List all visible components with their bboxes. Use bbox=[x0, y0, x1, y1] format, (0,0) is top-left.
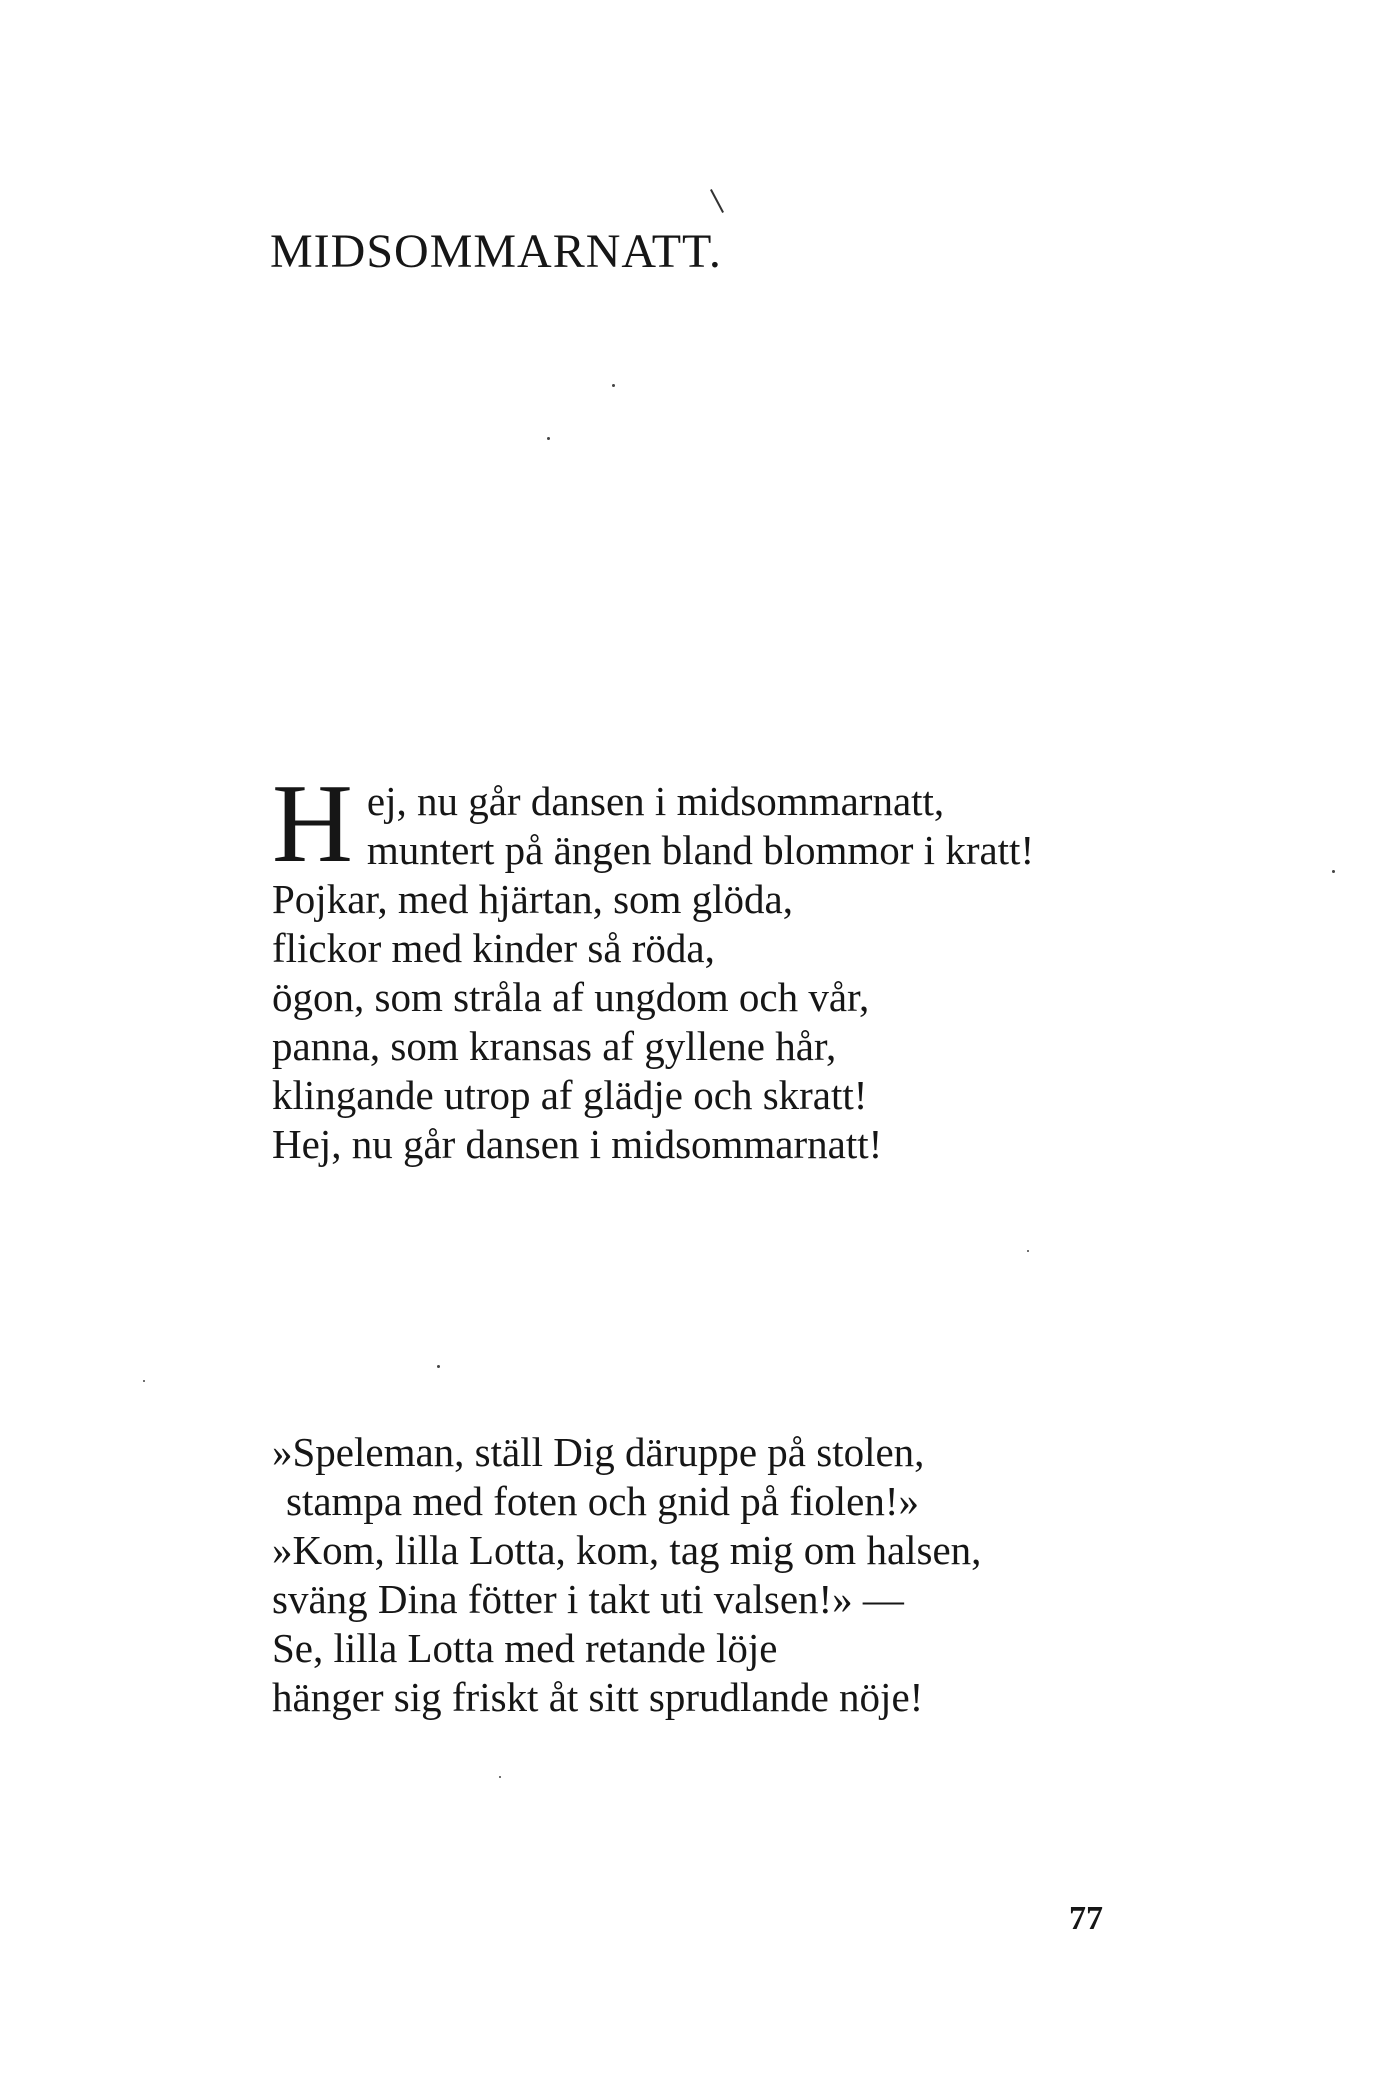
verse-line: sväng Dina fötter i takt uti valsen!» — bbox=[272, 1576, 904, 1622]
scan-speck bbox=[143, 1380, 145, 1382]
scan-speck bbox=[499, 1776, 501, 1778]
drop-cap: H bbox=[272, 762, 353, 886]
stanza-2 bbox=[272, 1428, 1272, 1722]
verse-line: muntert på ängen bland blommor i kratt! bbox=[366, 827, 1035, 873]
verse-line: »Kom, lilla Lotta, kom, tag mig om halsen, bbox=[272, 1527, 982, 1573]
verse-line: Pojkar, med hjärtan, som glöda, bbox=[272, 876, 794, 922]
poem-title: MIDSOMMARNATT. bbox=[270, 225, 722, 278]
verse-line: ögon, som stråla af ungdom och vår, bbox=[272, 974, 870, 1020]
stray-mark bbox=[710, 189, 724, 213]
page-number: 77 bbox=[1069, 1900, 1103, 1937]
stanza-1 bbox=[272, 762, 1272, 1169]
verse-line: »Speleman, ställ Dig däruppe på stolen, bbox=[272, 1429, 925, 1475]
scan-speck bbox=[437, 1365, 440, 1368]
scan-speck bbox=[612, 384, 615, 387]
verse-line: stampa med foten och gnid på fiolen!» bbox=[286, 1478, 920, 1524]
verse-line: klingande utrop af glädje och skratt! bbox=[272, 1072, 868, 1118]
verse-line: ej, nu går dansen i midsommarnatt, bbox=[366, 778, 945, 824]
verse-line: Se, lilla Lotta med retande löje bbox=[272, 1625, 778, 1671]
verse-line: panna, som kransas af gyllene hår, bbox=[272, 1023, 837, 1069]
verse-line: Hej, nu går dansen i midsommarnatt! bbox=[272, 1121, 883, 1167]
scan-speck bbox=[1332, 870, 1335, 873]
verse-line: hänger sig friskt åt sitt sprudlande nöje! bbox=[272, 1674, 924, 1720]
verse-line: flickor med kinder så röda, bbox=[272, 925, 715, 971]
scan-speck bbox=[547, 437, 550, 440]
scan-speck bbox=[1027, 1250, 1029, 1252]
